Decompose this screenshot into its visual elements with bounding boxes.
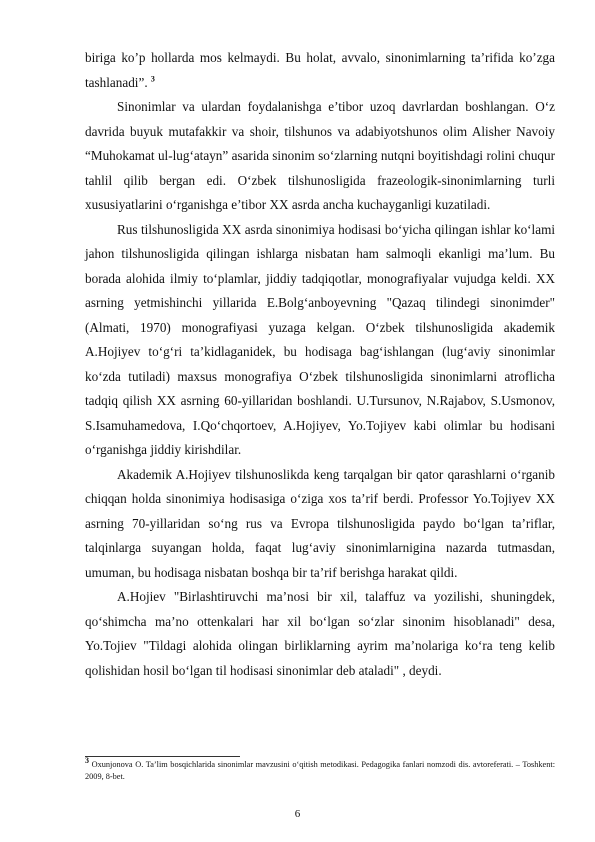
paragraph-rus-tilshunosligi: Rus tilshunosligida XX asrda sinonimiya hodisasi bo‘yicha qilingan ishlar ko‘lami jahon tilshunosligida qilingan ishlarga nisbatan ham salmoqli ekanligi ma’lum. Bu borada alohida ilmiy to‘plamlar, jiddiy tadqiqotlar, monografiyalar vujudga keldi. XX asrning yetmishinchi yillarida E.Bolg‘anboyevning "Qazaq tilindegi sinonimder" (Almati, 1970) monografiyasi yuzaga kelgan. O‘zbek tilshunosligida akademik A.Hojiyev to‘g‘ri ta’kidlaganidek, bu hodisaga bag‘ishlangan (lug‘aviy sinonimlar ko‘zda tutiladi) maxsus monografiya O‘zbek tilshunosligida sinonimlarni atroflicha tadqiq qilish XX asrning 60-yillaridan boshlandi. U.Tursunov, N.Rajabov, S.Usmonov, S.Isamuhamedova, I.Qo‘chqortoev, A.Hojiyev, Yo.Tojiyev kabi olimlar bu hodisani o‘rganishga jiddiy kirishdilar.: [85, 221, 555, 457]
footnote-reference: 3: [150, 74, 155, 84]
paragraph-continuation: [85, 46, 555, 95]
paragraph-sinonimlar: Sinonimlar va ulardan foydalanishga e’tibor uzoq davrlardan boshlangan. O‘z davrida buyuk mutafakkir va shoir, tilshunos va adabiyotshunos olim Alisher Navoiy “Muhokamat ul-lug‘atayn” asarida sinonim so‘zlarning nutqni boyitishdagi rolini chuqur tahlil qilib bergan edi. O‘zbek tilshunosligida frazeologik-sinonimlarning turli xususiyatlarini o‘rganishga e’tibor XX asrda ancha kuchayganligi kuzatiladi.: [85, 99, 555, 212]
paragraph-hojiev-tojiev: A.Hojiev "Birlashtiruvchi ma’nosi bir xil, talaffuz va yozilishi, shuningdek, qo‘shimcha ma’no ottenkalari har xil bo‘lgan so‘zlar sinonim hisoblanadi" desa, Yo.Tojiev "Tildagi alohida olingan birliklarning ayrim ma’nolariga ko‘ra teng kelib qolishidan hosil bo‘lgan til hodisasi sinonimlar deb ataladi" , deydi.: [85, 589, 555, 678]
page-body: [85, 46, 555, 683]
footnote: [85, 756, 555, 783]
footnote-text: Oxunjonova O. Ta’lim bosqichlarida sinonimlar mavzusini o‘qitish metodikasi. Pedagogika fanlari nomzodi dis. avtoreferati. – Toshkent: 2009, 8-bet.: [85, 760, 555, 781]
footnote-mark: 3: [85, 756, 89, 766]
paragraph-text: biriga ko’p hollarda mos kelmaydi. Bu holat, avvalo, sinonimlarning ta’rifida ko’zga tashlanadi”.: [85, 50, 555, 90]
footnote-divider: [85, 756, 240, 757]
paragraph-akademik-hojiyev: Akademik A.Hojiyev tilshunoslikda keng tarqalgan bir qator qarashlarni o‘rganib chiqqan holda sinonimiya hodisasiga o‘ziga xos ta’rif berdi. Professor Yo.Tojiyev XX asrning 70-yillaridan so‘ng rus va Evropa tilshunosligida paydo bo‘lgan ta’riflar, talqinlarga suyangan holda, faqat lug‘aviy sinonimlarnigina nazarda tutmasdan, umuman, bu hodisaga nisbatan boshqa bir ta’rif berishga harakat qildi.: [85, 466, 555, 580]
page-number: 6: [294, 808, 301, 820]
